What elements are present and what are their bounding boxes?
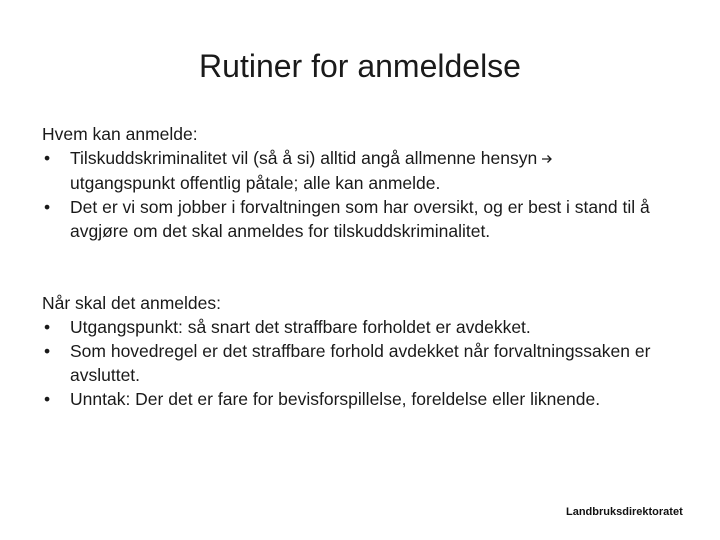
organization-logo: Landbruksdirektoratet <box>566 506 683 518</box>
bullet-text: Tilskuddskriminalitet vil (så å si) alltid angå allmenne hensyn <box>70 148 538 168</box>
list-item <box>42 339 692 387</box>
bullet-text: Det er vi som jobber i forvaltningen som har oversikt, og er best i stand til å avgjøre om det skal anmeldes for tilskuddskriminalitet. <box>70 197 650 241</box>
section-heading: Hvem kan anmelde: <box>42 124 198 144</box>
section-who-can-report <box>42 122 692 243</box>
bullet-marker: • <box>44 148 51 168</box>
list-item <box>42 146 692 195</box>
list-item <box>42 195 692 243</box>
bullet-list <box>42 315 692 411</box>
slide-content <box>42 122 692 411</box>
section-spacer <box>42 243 692 291</box>
bullet-marker: • <box>44 341 51 361</box>
list-item <box>42 315 692 339</box>
section-heading: Når skal det anmeldes: <box>42 293 221 313</box>
slide-title: Rutiner for anmeldelse <box>199 48 521 84</box>
bullet-list <box>42 146 692 243</box>
bullet-text-continued: utgangspunkt offentlig påtale; alle kan anmelde. <box>70 173 441 193</box>
section-when-to-report <box>42 291 692 411</box>
bullet-marker: • <box>44 197 51 217</box>
bullet-marker: • <box>44 317 51 337</box>
bullet-text: Utgangspunkt: så snart det straffbare forholdet er avdekket. <box>70 317 531 337</box>
bullet-text: Som hovedregel er det straffbare forhold avdekket når forvaltningssaken er avsluttet. <box>70 341 651 385</box>
bullet-marker: • <box>44 389 51 409</box>
arrow-right-icon <box>541 147 553 171</box>
list-item <box>42 387 692 411</box>
bullet-text: Unntak: Der det er fare for bevisforspillelse, foreldelse eller liknende. <box>70 389 601 409</box>
